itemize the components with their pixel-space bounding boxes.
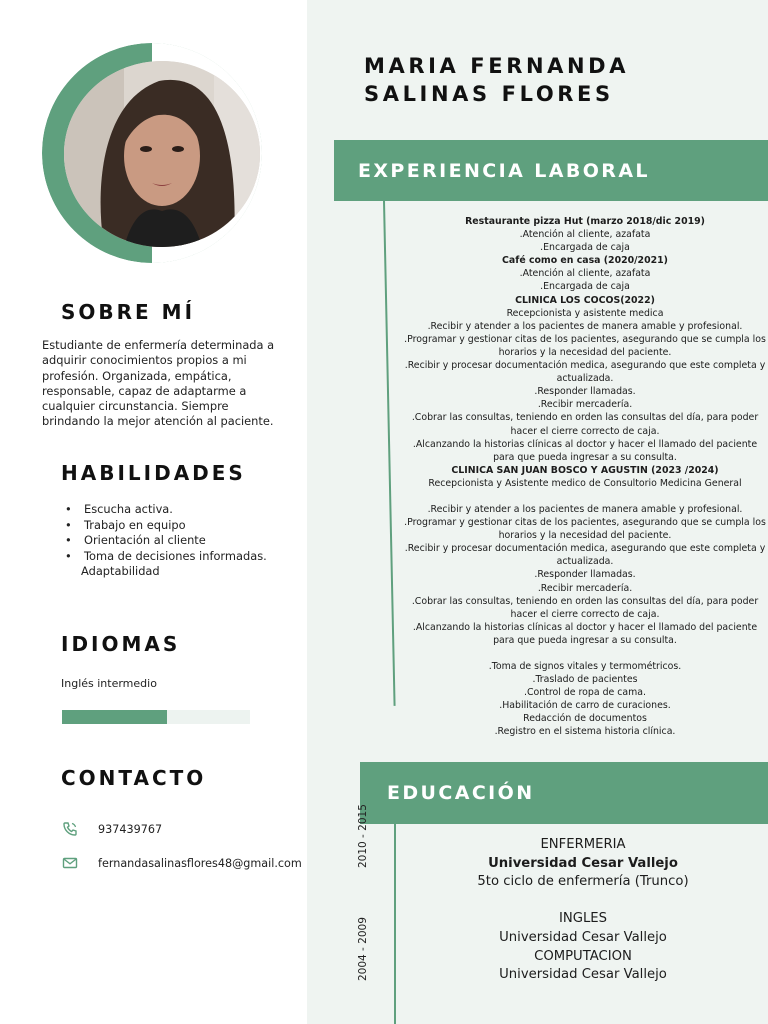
languages-heading: IDIOMAS — [61, 632, 181, 656]
education-timeline-line — [394, 824, 396, 1024]
entry-line: .Responder llamadas. — [534, 386, 636, 398]
entry-line: .Toma de signos vitales y termométricos. — [488, 661, 682, 672]
education-heading-band — [360, 762, 768, 824]
spacer — [402, 647, 768, 660]
skills-list — [62, 502, 267, 580]
entry-line: .Alcanzando la historias clínicas al doctor y hacer el llamado del paciente para que pueda ingresar a su consulta. — [412, 438, 758, 463]
list-item: • Orientación al cliente — [65, 533, 206, 548]
experience-heading-band — [334, 140, 768, 201]
entry-line: Redacción de documentos — [523, 713, 647, 725]
entry-line: .Cobrar las consultas, teniendo en orden las consultas del día, para poder hacer el cierre correcto de caja. — [411, 412, 759, 437]
spacer — [398, 892, 768, 911]
entry-line: .Recibir y atender a los pacientes de manera amable y profesional. — [427, 503, 743, 515]
education-heading: EDUCACIÓN — [387, 782, 535, 804]
list-item: • Escucha activa. — [65, 502, 173, 516]
contact-heading: CONTACTO — [61, 766, 207, 790]
entry-line: Recepcionista y Asistente medico de Consultorio Medicina General — [428, 477, 742, 489]
entry-line: .Programar y gestionar citas de los pacientes, asegurando que se cumpla los horarios y la necesidad del paciente. — [404, 517, 766, 542]
entry-title: Restaurante pizza Hut (marzo 2018/dic 2019) — [465, 216, 705, 227]
entry-title: Universidad Cesar Vallejo — [488, 855, 678, 871]
education-list — [398, 836, 768, 985]
person-name: MARIA FERNANDA SALINAS FLORES — [364, 54, 630, 106]
entry-title: CLINICA LOS COCOS(2022) — [515, 294, 655, 306]
list-item: Adaptabilidad — [81, 564, 160, 579]
entry-line: .Recibir y procesar documentación medica, asegurando que este completa y actualizada. — [404, 360, 766, 385]
entry-title: Café como en casa (2020/2021) — [502, 255, 668, 267]
entry-line: .Atención al cliente, azafata — [519, 268, 651, 280]
entry-line: Recepcionista y asistente medica — [506, 307, 664, 319]
education-year: 2010 - 2015 — [357, 804, 369, 868]
entry-line: .Alcanzando la historias clínicas al doctor y hacer el llamado del paciente para que pueda ingresar a su consulta. — [412, 621, 758, 646]
skills-heading: HABILIDADES — [61, 461, 246, 485]
entry-line: .Habilitación de carro de curaciones. — [499, 700, 671, 712]
entry-line: .Traslado de pacientes — [532, 674, 638, 686]
entry-line: .Encargada de caja — [540, 281, 630, 293]
list-item: • Trabajo en equipo — [65, 517, 186, 532]
list-item: • Toma de decisiones informadas. — [65, 548, 267, 563]
spacer — [402, 490, 768, 503]
entry-title: CLINICA SAN JUAN BOSCO Y AGUSTIN (2023 /2024) — [451, 464, 719, 476]
about-text: Estudiante de enfermería determinada a adquirir conocimientos propios a mi profesión. Organizada, empática, responsable, capaz de adaptarme a cualquier circunstancia. Siempre brindando la mejor atención al paciente. — [42, 338, 275, 429]
entry-line: Universidad Cesar Vallejo — [499, 929, 667, 945]
language-level-bar — [62, 710, 167, 724]
mail-icon — [62, 855, 78, 874]
entry-line: COMPUTACION — [534, 948, 632, 964]
entry-line: .Recibir y procesar documentación medica, asegurando que este completa y actualizada. — [404, 543, 766, 568]
phone-icon — [62, 821, 78, 840]
entry-line: .Recibir mercadería. — [537, 582, 633, 594]
experience-heading: EXPERIENCIA LABORAL — [358, 159, 650, 182]
about-heading: SOBRE MÍ — [61, 300, 196, 324]
entry-line: .Cobrar las consultas, teniendo en orden las consultas del día, para poder hacer el cierre correcto de caja. — [411, 595, 759, 620]
entry-line: ENFERMERIA — [540, 837, 626, 852]
entry-line: .Atención al cliente, azafata — [519, 229, 651, 241]
entry-line: .Responder llamadas. — [534, 569, 636, 581]
experience-list — [402, 215, 768, 739]
entry-line: .Control de ropa de cama. — [523, 687, 647, 699]
entry-line: .Recibir mercadería. — [537, 399, 633, 411]
entry-line: INGLES — [558, 911, 608, 927]
entry-line: .Recibir y atender a los pacientes de manera amable y profesional. — [427, 320, 743, 332]
profile-photo — [64, 61, 260, 247]
entry-line: 5to ciclo de enfermería (Trunco) — [477, 874, 689, 890]
education-year: 2004 - 2009 — [357, 917, 369, 981]
language-label: Inglés intermedio — [61, 677, 157, 690]
entry-line: Universidad Cesar Vallejo — [499, 967, 667, 983]
entry-line: .Programar y gestionar citas de los pacientes, asegurando que se cumpla los horarios y la necesidad del paciente. — [404, 333, 766, 358]
entry-line: .Registro en el sistema historia clínica. — [494, 726, 676, 738]
entry-line: .Encargada de caja — [540, 242, 630, 254]
